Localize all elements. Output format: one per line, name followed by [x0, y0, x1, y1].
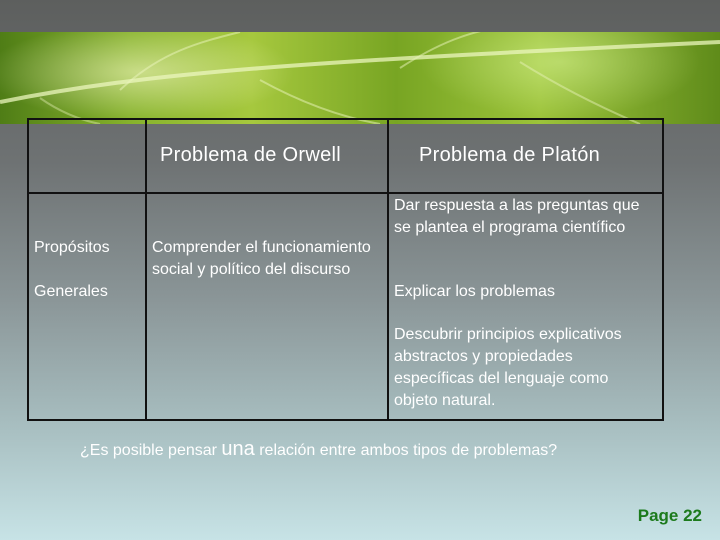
question-end: relación entre ambos tipos de problemas? — [254, 442, 558, 459]
table-divider — [387, 118, 389, 421]
orwell-cell: Comprender el funcionamiento social y político del discurso — [152, 239, 371, 278]
row-label-propositos: Propósitos — [34, 239, 110, 256]
header-orwell: Problema de Orwell — [160, 144, 342, 166]
platon-item-3: Descubrir principios explicativos abstractos y propiedades específicas del lenguaje como objeto natural. — [394, 326, 622, 409]
header-platon: Problema de Platón — [419, 144, 601, 166]
leaf-banner-image — [0, 32, 720, 124]
question-text — [80, 438, 557, 461]
platon-item-1: Dar respuesta a las preguntas que se plantea el programa científico — [394, 197, 640, 236]
question-start: ¿Es posible pensar — [80, 442, 222, 459]
platon-item-2: Explicar los problemas — [394, 283, 555, 300]
leaf-vein-icon — [0, 32, 720, 124]
table-divider — [27, 192, 664, 194]
table-divider — [145, 118, 147, 421]
page-number: Page 22 — [637, 506, 702, 525]
row-label-generales: Generales — [34, 283, 108, 300]
question-emphasis: una — [221, 438, 255, 460]
